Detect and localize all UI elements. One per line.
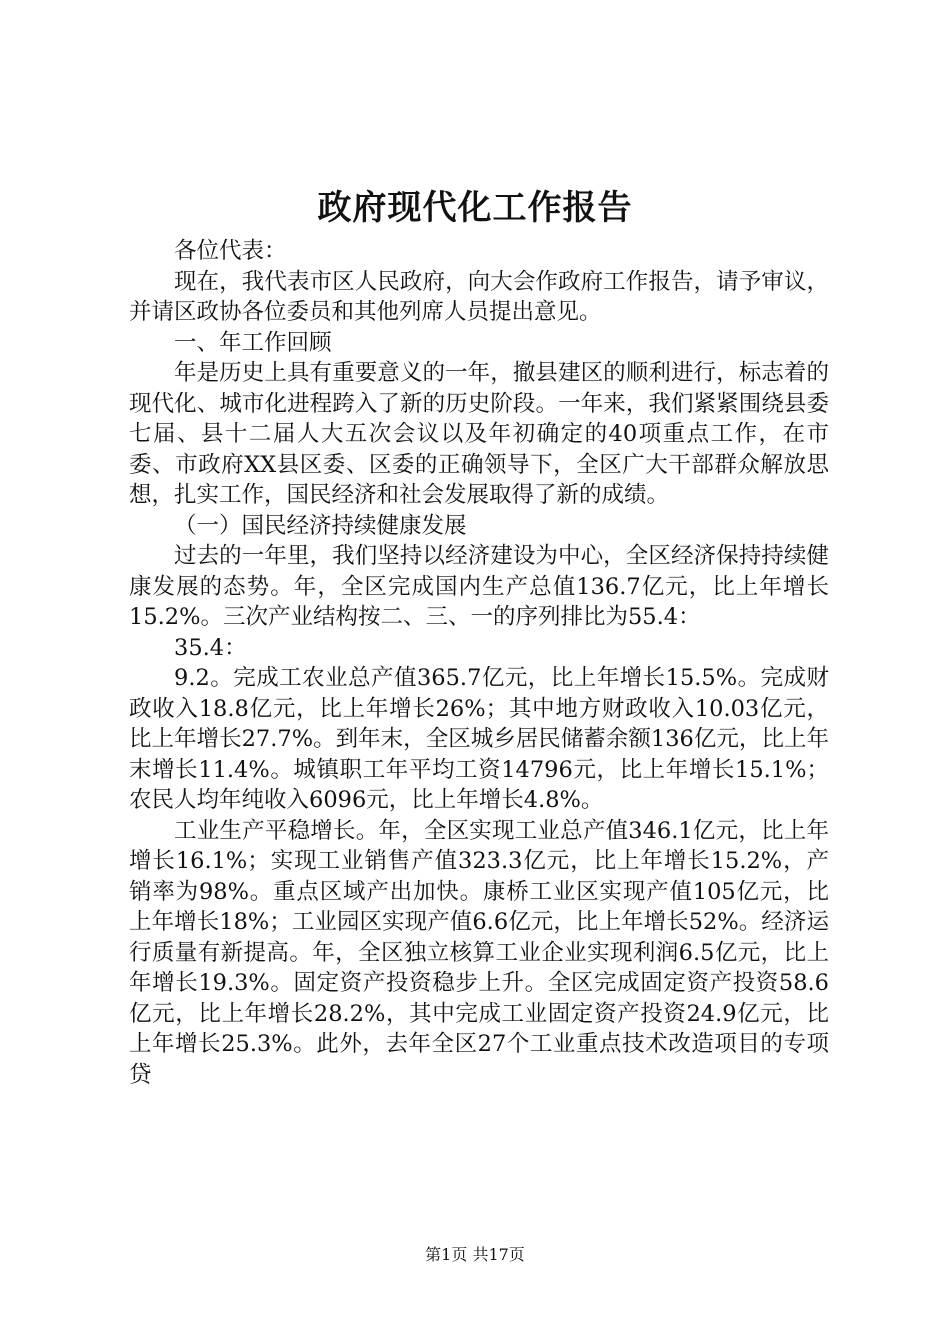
paragraph-output: 9.2。完成工农业总产值365.7亿元，比上年增长15.5%。完成财政收入18.8亿元，比上年增长26%；其中地方财政收入10.03亿元，比上年增长27.7%。到年末，全区城乡居民储蓄余额136亿元，比上年末增长11.4%。城镇职工年平均工资14796元，比上年增长15.1%；农民人均年纯收入6096元，比上年增长4.8%。: [129, 665, 829, 813]
paragraph-salutation: 各位代表：: [174, 238, 287, 264]
paragraph-economy: 过去的一年里，我们坚持以经济建设为中心，全区经济保持持续健康发展的态势。年，全区完成国内生产总值136.7亿元，比上年增长15.2%。三次产业结构按二、三、一的序列排比为55.4：: [129, 543, 829, 630]
page-footer: 第1页 共17页: [425, 1245, 525, 1264]
paragraph-ratio: 35.4：: [174, 634, 247, 661]
paragraph-year-overview: 年是历史上具有重要意义的一年，撤县建区的顺利进行，标志着的现代化、城市化进程跨入了新的历史阶段。一年来，我们紧紧围绕县委七届、县十二届人大五次会议以及年初确定的40项重点工作，在市委、市政府XX县区委、区委的正确领导下，全区广大干部群众解放思想，扎实工作，国民经济和社会发展取得了新的成绩。: [129, 360, 829, 508]
paragraph-intro: 现在，我代表市区人民政府，向大会作政府工作报告，请予审议，并请区政协各位委员和其他列席人员提出意见。: [129, 268, 829, 325]
section-heading-review: 一、年工作回顾: [174, 329, 332, 356]
document-title: 政府现代化工作报告: [317, 188, 633, 228]
paragraph-industry: 工业生产平稳增长。年，全区实现工业总产值346.1亿元，比上年增长16.1%；实现工业销售产值323.3亿元，比上年增长15.2%，产销率为98%。重点区域产出加快。康桥工业区实现产值105亿元，比上年增长18%；工业园区实现产值6.6亿元，比上年增长52%。经济运行质量有新提高。年，全区独立核算工业企业实现利润6.5亿元，比上年增长19.3%。固定资产投资稳步上升。全区完成固定资产投资58.6亿元，比上年增长28.2%，其中完成工业固定资产投资24.9亿元，比上年增长25.3%。此外，去年全区27个工业重点技术改造项目的专项贷: [129, 817, 829, 1088]
document-body: [129, 236, 829, 1090]
subsection-heading-economy: （一）国民经济持续健康发展: [174, 512, 467, 539]
